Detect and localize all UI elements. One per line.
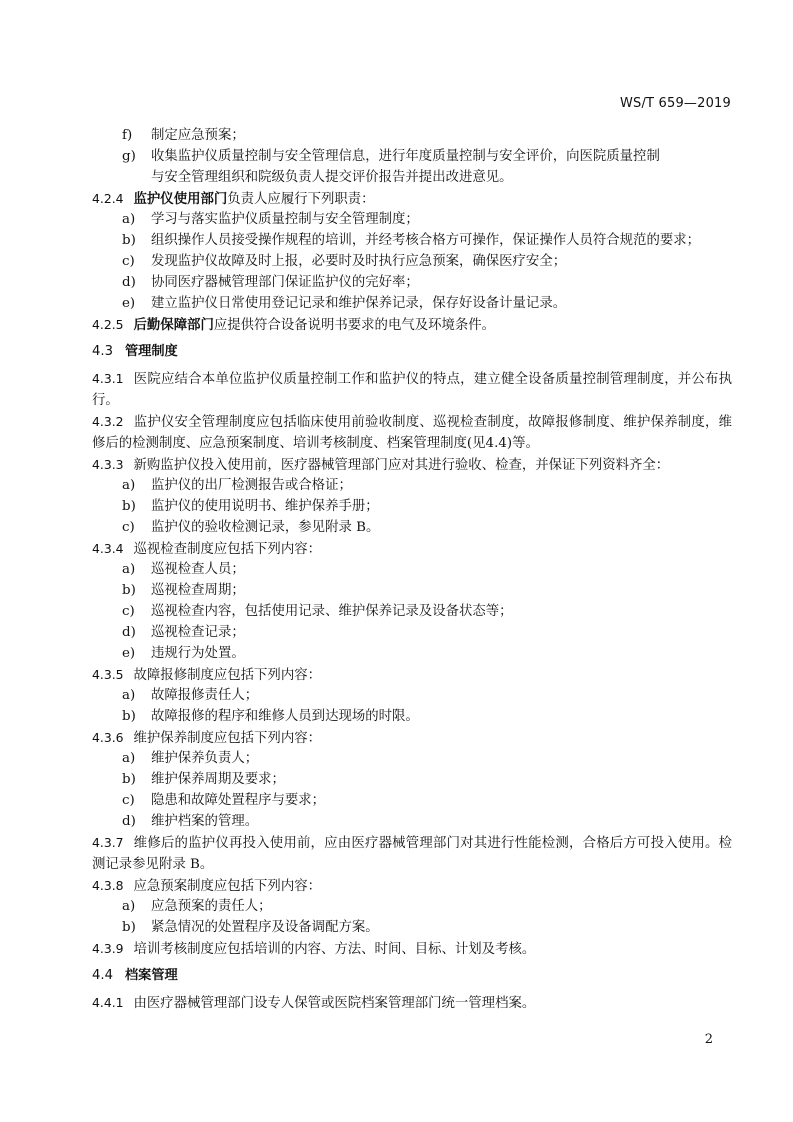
- list-item: d) 巡视检查记录；: [122, 625, 245, 640]
- list-item: b) 组织操作人员接受操作规程的培训，并经考核合格方可操作，保证操作人员符合规范的要求；: [122, 233, 701, 248]
- list-item-continuation: 与安全管理组织和院级负责人提交评价报告并提出改进意见。: [151, 170, 513, 185]
- list-item: c) 发现监护仪故障及时上报，必要时及时执行应急预案，确保医疗安全；: [122, 254, 567, 269]
- list-item: a) 应急预案的责任人；: [122, 899, 272, 914]
- clause-4-3-7: 4.3.7 维修后的监护仪再投入使用前，应由医疗器械管理部门对其进行性能检测，合格后方可投入使用。检测记录参见附录 B。: [92, 835, 732, 872]
- list-item: a) 维护保养负责人；: [122, 751, 259, 766]
- document-body: [92, 125, 732, 1013]
- list-item: b) 紧急情况的处置程序及设备调配方案。: [122, 920, 379, 935]
- list-item: c) 隐患和故障处置程序与要求；: [122, 793, 326, 808]
- section-heading-4-4: 4.4 档案管理: [92, 968, 178, 983]
- list-item: a) 监护仪的出厂检测报告或合格证；: [122, 478, 352, 493]
- clause-4-3-2: 4.3.2 监护仪安全管理制度应包括临床使用前验收制度、巡视检查制度，故障报修制度、维护保养制度，维修后的检测制度、应急预案制度、培训考核制度、档案管理制度(见4.4)等。: [92, 414, 732, 451]
- list-item: c) 监护仪的验收检测记录，参见附录 B。: [122, 520, 380, 535]
- section-heading-4-3: 4.3 管理制度: [92, 344, 178, 359]
- list-item: f) 制定应急预案；: [122, 128, 245, 143]
- clause-4-3-3: 4.3.3 新购监护仪投入使用前，医疗器械管理部门应对其进行验收、检查，并保证下列资料齐全：: [92, 457, 670, 473]
- clause-4-2-5: 4.2.5 后勤保障部门应提供符合设备说明书要求的电气及环境条件。: [92, 317, 496, 333]
- clause-4-2-4: 4.2.4 监护仪使用部门负责人应履行下列职责：: [92, 191, 375, 207]
- clause-4-3-6: 4.3.6 维护保养制度应包括下列内容：: [92, 730, 321, 746]
- clause-4-3-4: 4.3.4 巡视检查制度应包括下列内容：: [92, 541, 321, 557]
- list-item: d) 协同医疗器械管理部门保证监护仪的完好率；: [122, 275, 419, 290]
- document-code-header: WS/T 659—2019: [619, 96, 731, 111]
- clause-4-3-5: 4.3.5 故障报修制度应包括下列内容：: [92, 667, 321, 683]
- clause-4-3-9: 4.3.9 培训考核制度应包括培训的内容、方法、时间、目标、计划及考核。: [92, 941, 536, 957]
- list-item: c) 巡视检查内容，包括使用记录、维护保养记录及设备状态等；: [122, 604, 513, 619]
- list-item: e) 违规行为处置。: [122, 646, 245, 661]
- clause-4-3-1: 4.3.1 医院应结合本单位监护仪质量控制工作和监护仪的特点，建立健全设备质量控制管理制度，并公布执行。: [92, 371, 732, 408]
- list-item: b) 监护仪的使用说明书、维护保养手册；: [122, 499, 379, 514]
- list-item: b) 巡视检查周期；: [122, 583, 245, 598]
- list-item: a) 故障报修责任人；: [122, 688, 259, 703]
- list-item: e) 建立监护仪日常使用登记记录和维护保养记录，保存好设备计量记录。: [122, 296, 567, 311]
- page-number: 2: [704, 1032, 713, 1047]
- clause-4-3-8: 4.3.8 应急预案制度应包括下列内容：: [92, 878, 321, 894]
- list-item: a) 巡视检查人员；: [122, 562, 245, 577]
- list-item: d) 维护档案的管理。: [122, 814, 259, 829]
- clause-4-4-1: 4.4.1 由医疗器械管理部门设专人保管或医院档案管理部门统一管理档案。: [92, 995, 536, 1011]
- list-item: g) 收集监护仪质量控制与安全管理信息，进行年度质量控制与安全评价，向医院质量控制: [122, 149, 660, 164]
- list-item: b) 维护保养周期及要求；: [122, 772, 285, 787]
- list-item: a) 学习与落实监护仪质量控制与安全管理制度；: [122, 212, 419, 227]
- list-item: b) 故障报修的程序和维修人员到达现场的时限。: [122, 709, 419, 724]
